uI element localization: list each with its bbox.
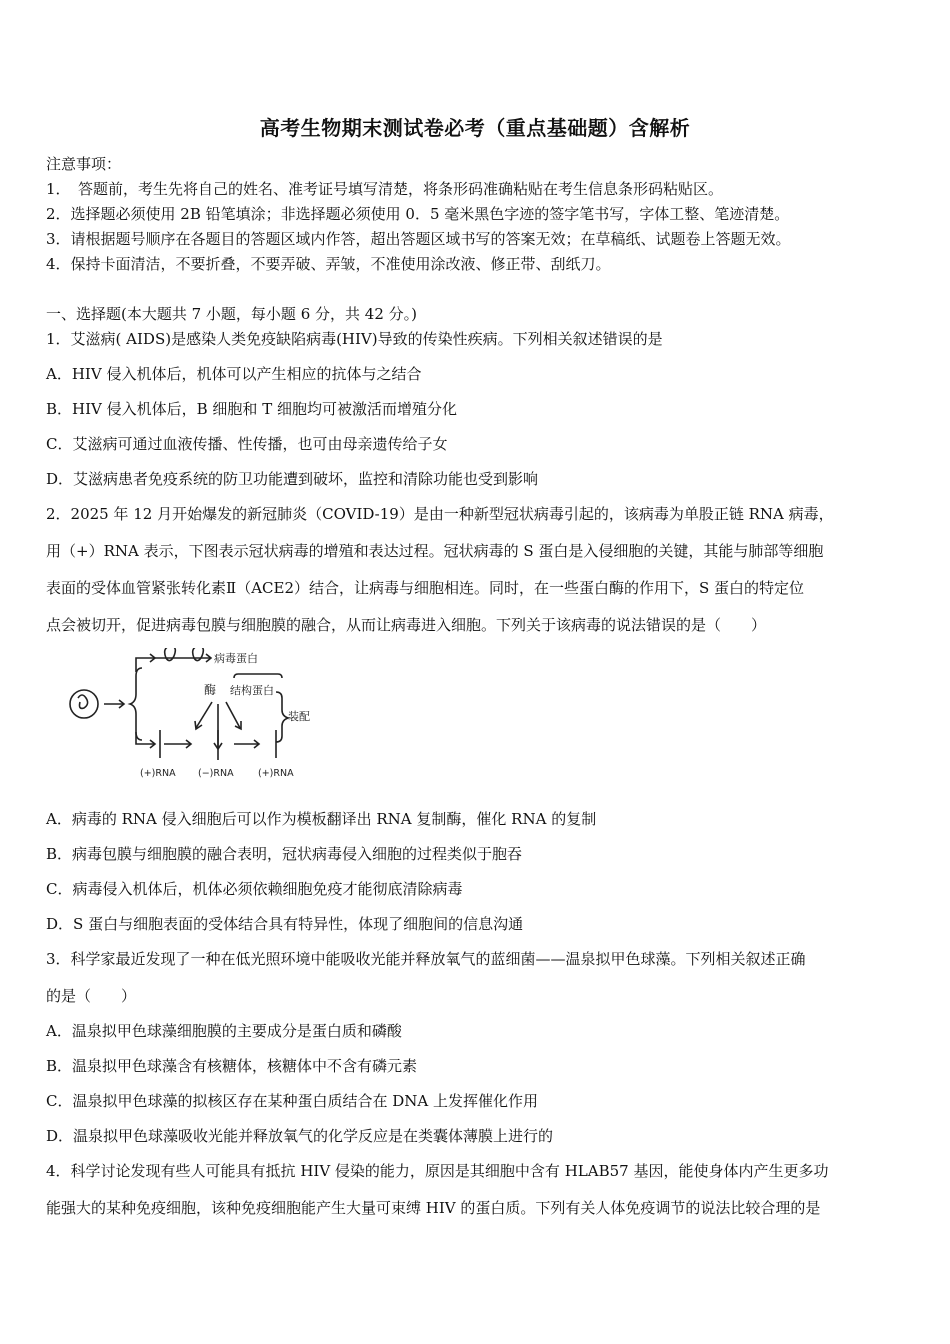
- label-rna-3: (+)RNA: [258, 768, 294, 779]
- q1-option-d: D．艾滋病患者免疫系统的防卫功能遭到破坏，监控和清除功能也受到影响: [46, 470, 539, 488]
- label-structural-protein: 结构蛋白: [230, 684, 274, 697]
- notice-item-1: 1． 答题前，考生先将自己的姓名、准考证号填写清楚，将条形码准确粘贴在考生信息条形码粘贴区。: [46, 180, 724, 198]
- virus-replication-diagram: [62, 648, 342, 788]
- q4-stem-line-2: 能强大的某种免疫细胞，该种免疫细胞能产生大量可束缚 HIV 的蛋白质。下列有关人体免疫调节的说法比较合理的是: [46, 1199, 821, 1217]
- q2-stem-line-1: 2．2025 年 12 月开始爆发的新冠肺炎（COVID-19）是由一种新型冠状病毒引起的，该病毒为单股正链 RNA 病毒，: [46, 505, 834, 523]
- q2-option-b: B．病毒包膜与细胞膜的融合表明，冠状病毒侵入细胞的过程类似于胞吞: [46, 845, 523, 863]
- q3-option-d: D．温泉拟甲色球藻吸收光能并释放氧气的化学反应是在类囊体薄膜上进行的: [46, 1127, 554, 1145]
- notice-heading: 注意事项：: [46, 155, 122, 173]
- q3-option-b: B．温泉拟甲色球藻含有核糖体，核糖体中不含有磷元素: [46, 1057, 418, 1075]
- label-enzyme: 酶: [204, 683, 217, 697]
- notice-item-4: 4．保持卡面清洁，不要折叠，不要弄破、弄皱，不准使用涂改液、修正带、刮纸刀。: [46, 255, 611, 273]
- label-assembly: 装配: [288, 710, 310, 723]
- q1-stem: 1．艾滋病( AIDS)是感染人类免疫缺陷病毒(HIV)导致的传染性疾病。下列相关叙述错误的是: [46, 330, 663, 348]
- label-virus-protein: 病毒蛋白: [214, 652, 258, 665]
- q2-option-c: C．病毒侵入机体后，机体必须依赖细胞免疫才能彻底清除病毒: [46, 880, 463, 898]
- q4-stem-line-1: 4．科学讨论发现有些人可能具有抵抗 HIV 侵染的能力，原因是其细胞中含有 HLAB57 基因，能使身体内产生更多功: [46, 1162, 829, 1180]
- q2-option-a: A．病毒的 RNA 侵入细胞后可以作为模板翻译出 RNA 复制酶，催化 RNA 的复制: [46, 810, 597, 828]
- virus-rna-squiggle-icon: [78, 695, 88, 708]
- virus-circle-icon: [70, 690, 98, 718]
- q2-stem-line-3: 表面的受体血管紧张转化素Ⅱ（ACE2）结合，让病毒与细胞相连。同时，在一些蛋白酶的作用下，S 蛋白的特定位: [46, 579, 805, 597]
- q3-stem-line-2: 的是（ ）: [46, 987, 137, 1005]
- q3-option-a: A．温泉拟甲色球藻细胞膜的主要成分是蛋白质和磷酸: [46, 1022, 402, 1040]
- q3-option-c: C．温泉拟甲色球藻的拟核区存在某种蛋白质结合在 DNA 上发挥催化作用: [46, 1092, 539, 1110]
- brace-icon: [130, 668, 142, 740]
- q2-stem-line-4: 点会被切开，促进病毒包膜与细胞膜的融合，从而让病毒进入细胞。下列关于该病毒的说法错误的是（ ）: [46, 616, 767, 634]
- notice-item-3: 3．请根据题号顺序在各题目的答题区域内作答，超出答题区域书写的答案无效；在草稿纸、试题卷上答题无效。: [46, 230, 791, 248]
- notice-item-2: 2．选择题必须使用 2B 铅笔填涂；非选择题必须使用 0．5 毫米黑色字迹的签字笔书写，字体工整、笔迹清楚。: [46, 205, 790, 223]
- q3-stem-line-1: 3．科学家最近发现了一种在低光照环境中能吸收光能并释放氧气的蓝细菌——温泉拟甲色球藻。下列相关叙述正确: [46, 950, 806, 968]
- label-rna-1: (+)RNA: [140, 768, 176, 779]
- label-rna-2: (−)RNA: [198, 768, 234, 779]
- page-title: 高考生物期末测试卷必考（重点基础题）含解析: [259, 116, 691, 140]
- section-heading: 一、选择题(本大题共 7 小题，每小题 6 分，共 42 分。): [46, 305, 417, 323]
- q2-option-d: D．S 蛋白与细胞表面的受体结合具有特异性，体现了细胞间的信息沟通: [46, 915, 524, 933]
- q1-option-c: C．艾滋病可通过血液传播、性传播，也可由母亲遗传给子女: [46, 435, 448, 453]
- q2-stem-line-2: 用（+）RNA 表示，下图表示冠状病毒的增殖和表达过程。冠状病毒的 S 蛋白是入侵细胞的关键，其能与肺部等细胞: [46, 542, 824, 560]
- q1-option-b: B．HIV 侵入机体后，B 细胞和 T 细胞均可被激活而增殖分化: [46, 400, 457, 418]
- q1-option-a: A．HIV 侵入机体后，机体可以产生相应的抗体与之结合: [46, 365, 422, 383]
